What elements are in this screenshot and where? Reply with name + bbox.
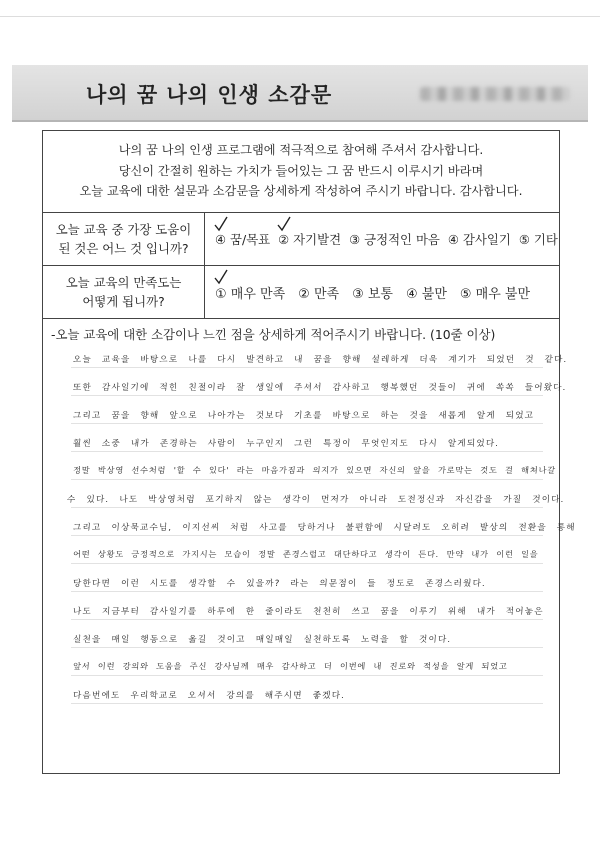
option-positive-mind[interactable] [349, 230, 440, 248]
option-label: ③ 보통 [352, 286, 393, 302]
essay-line: 그리고 이상묵교수님, 이지선씨 처럼 사고를 당하거나 불편함에 시달려도 오히려 발상의 전환을 통해 [72, 523, 577, 533]
option-label: ④ 감사일기 [447, 232, 511, 247]
option-label: ② 자기발견 [278, 232, 342, 247]
option-label: ③ 긍정적인 마음 [349, 232, 440, 247]
question-2-row [43, 266, 559, 319]
option-label: ② 만족 [298, 286, 340, 302]
essay-line: 다음번에도 우리학교로 오셔서 강의를 해주시면 좋겠다. [72, 691, 346, 701]
question-2-options [205, 266, 559, 318]
intro-line: 오늘 교육에 대한 설문과 소감문을 상세하게 작성하여 주시기 바랍니다. 감사합니다. [79, 184, 523, 198]
essay-rule [71, 535, 543, 536]
checkmark-icon [276, 216, 292, 232]
essay-line: 또한 감사일기에 적힌 친절이라 잘 생일에 주셔서 감사하고 행복했던 것들이 귀에 쏙쏙 들어왔다. [72, 383, 567, 393]
option-other[interactable] [519, 230, 558, 248]
essay-line: 오늘 교육을 바탕으로 나를 다시 발견하고 내 꿈을 향해 설레하게 더욱 계기가 되었던 것 같다. [72, 355, 568, 365]
essay-rule [71, 367, 543, 368]
essay-rule [71, 563, 543, 564]
essay-line: 나도 지금부터 감사일기를 하루에 한 줄이라도 천천히 쓰고 꿈을 이루기 위해 내가 적어놓은 [72, 607, 545, 617]
checkmark-icon [213, 269, 229, 285]
essay-rule [71, 423, 543, 424]
option-neutral[interactable] [352, 283, 393, 302]
option-self-discovery[interactable] [278, 230, 341, 248]
question-1-row [43, 213, 559, 266]
option-very-dissatisfied[interactable] [460, 283, 530, 302]
essay-line: 훨씬 소중 내가 존경하는 사람이 누구인지 그런 특정이 무엇인지도 다시 알게되었다. [72, 439, 500, 449]
essay-rule [71, 479, 543, 480]
essay-rule [71, 507, 543, 508]
essay-rule [71, 647, 543, 648]
option-dissatisfied[interactable] [406, 283, 447, 302]
intro-line: 나의 꿈 나의 인생 프로그램에 적극적으로 참여해 주셔서 감사합니다. [118, 143, 484, 157]
essay-line: 앞서 이런 강의와 도움을 주신 강사님께 매우 감사하고 더 이번에 내 진로와 적성을 알게 되었고 [72, 661, 508, 671]
option-gratitude-diary[interactable] [448, 230, 511, 248]
essay-prompt: -오늘 교육에 대한 소감이나 느낀 점을 상세하게 적어주시기 바랍니다. (10줄 이상) [51, 327, 496, 342]
essay-rule [71, 451, 543, 452]
option-label: ⑤ 기타 [518, 232, 558, 247]
question-label-line: 된 것은 어느 것 입니까? [58, 241, 189, 256]
essay-rule [71, 591, 543, 592]
option-label: ④ 꿈/목표 [215, 232, 271, 247]
page-top-rule [0, 16, 600, 17]
essay-rule [71, 619, 543, 620]
essay-line: 당한다면 이런 시도를 생각할 수 있을까? 라는 의문점이 들 정도로 존경스러웠다. [72, 579, 487, 589]
essay-line: 어떤 상황도 긍정적으로 가지시는 모습이 정말 존경스럽고 대단하다고 생각이 든다. 만약 내가 이런 일을 [72, 549, 539, 559]
page-title: 나의 꿈 나의 인생 소감문 [86, 83, 333, 107]
essay-rule [71, 675, 543, 676]
checkmark-icon [213, 216, 229, 232]
title-banner [12, 65, 588, 122]
essay-rule [71, 703, 543, 704]
question-label-line: 오늘 교육 중 가장 도움이 [55, 222, 192, 237]
option-very-satisfied[interactable] [215, 283, 285, 302]
intro-line: 당신이 간절히 원하는 가치가 들어있는 그 꿈 반드시 이루시기 바라며 [118, 163, 484, 178]
essay-line: 수 있다. 나도 박상영처럼 포기하지 않는 생각이 먼저가 아니라 도전정신과 자신감을 가질 것이다. [66, 495, 565, 505]
option-satisfied[interactable] [298, 283, 339, 302]
essay-line: 그리고 꿈을 향해 앞으로 나아가는 것보다 기초를 바탕으로 하는 것을 새롭게 알게 되었고 [72, 411, 535, 421]
redacted-name-block [420, 87, 570, 101]
survey-form [42, 130, 577, 774]
question-1-options [205, 213, 559, 265]
essay-line: 실천을 매일 행동으로 옮길 것이고 매일매일 실천하도록 노력을 할 것이다. [72, 635, 452, 645]
question-label-line: 오늘 교육의 만족도는 [65, 275, 182, 290]
intro-text [43, 131, 559, 213]
option-label: ① 매우 만족 [215, 286, 286, 302]
essay-rule [71, 395, 543, 396]
question-label-line: 어떻게 됩니까? [82, 294, 165, 309]
question-2-label [43, 266, 205, 318]
question-1-label [43, 213, 205, 265]
option-dream-goal[interactable] [215, 230, 270, 248]
essay-line: 정말 박상영 선수처럼 '할 수 있다' 라는 마음가짐과 의지가 있으면 자신의 앞을 가로막는 것도 걸 해쳐나갈 [72, 465, 557, 475]
option-label: ④ 불만 [405, 286, 447, 302]
option-label: ⑤ 매우 불만 [459, 286, 531, 302]
